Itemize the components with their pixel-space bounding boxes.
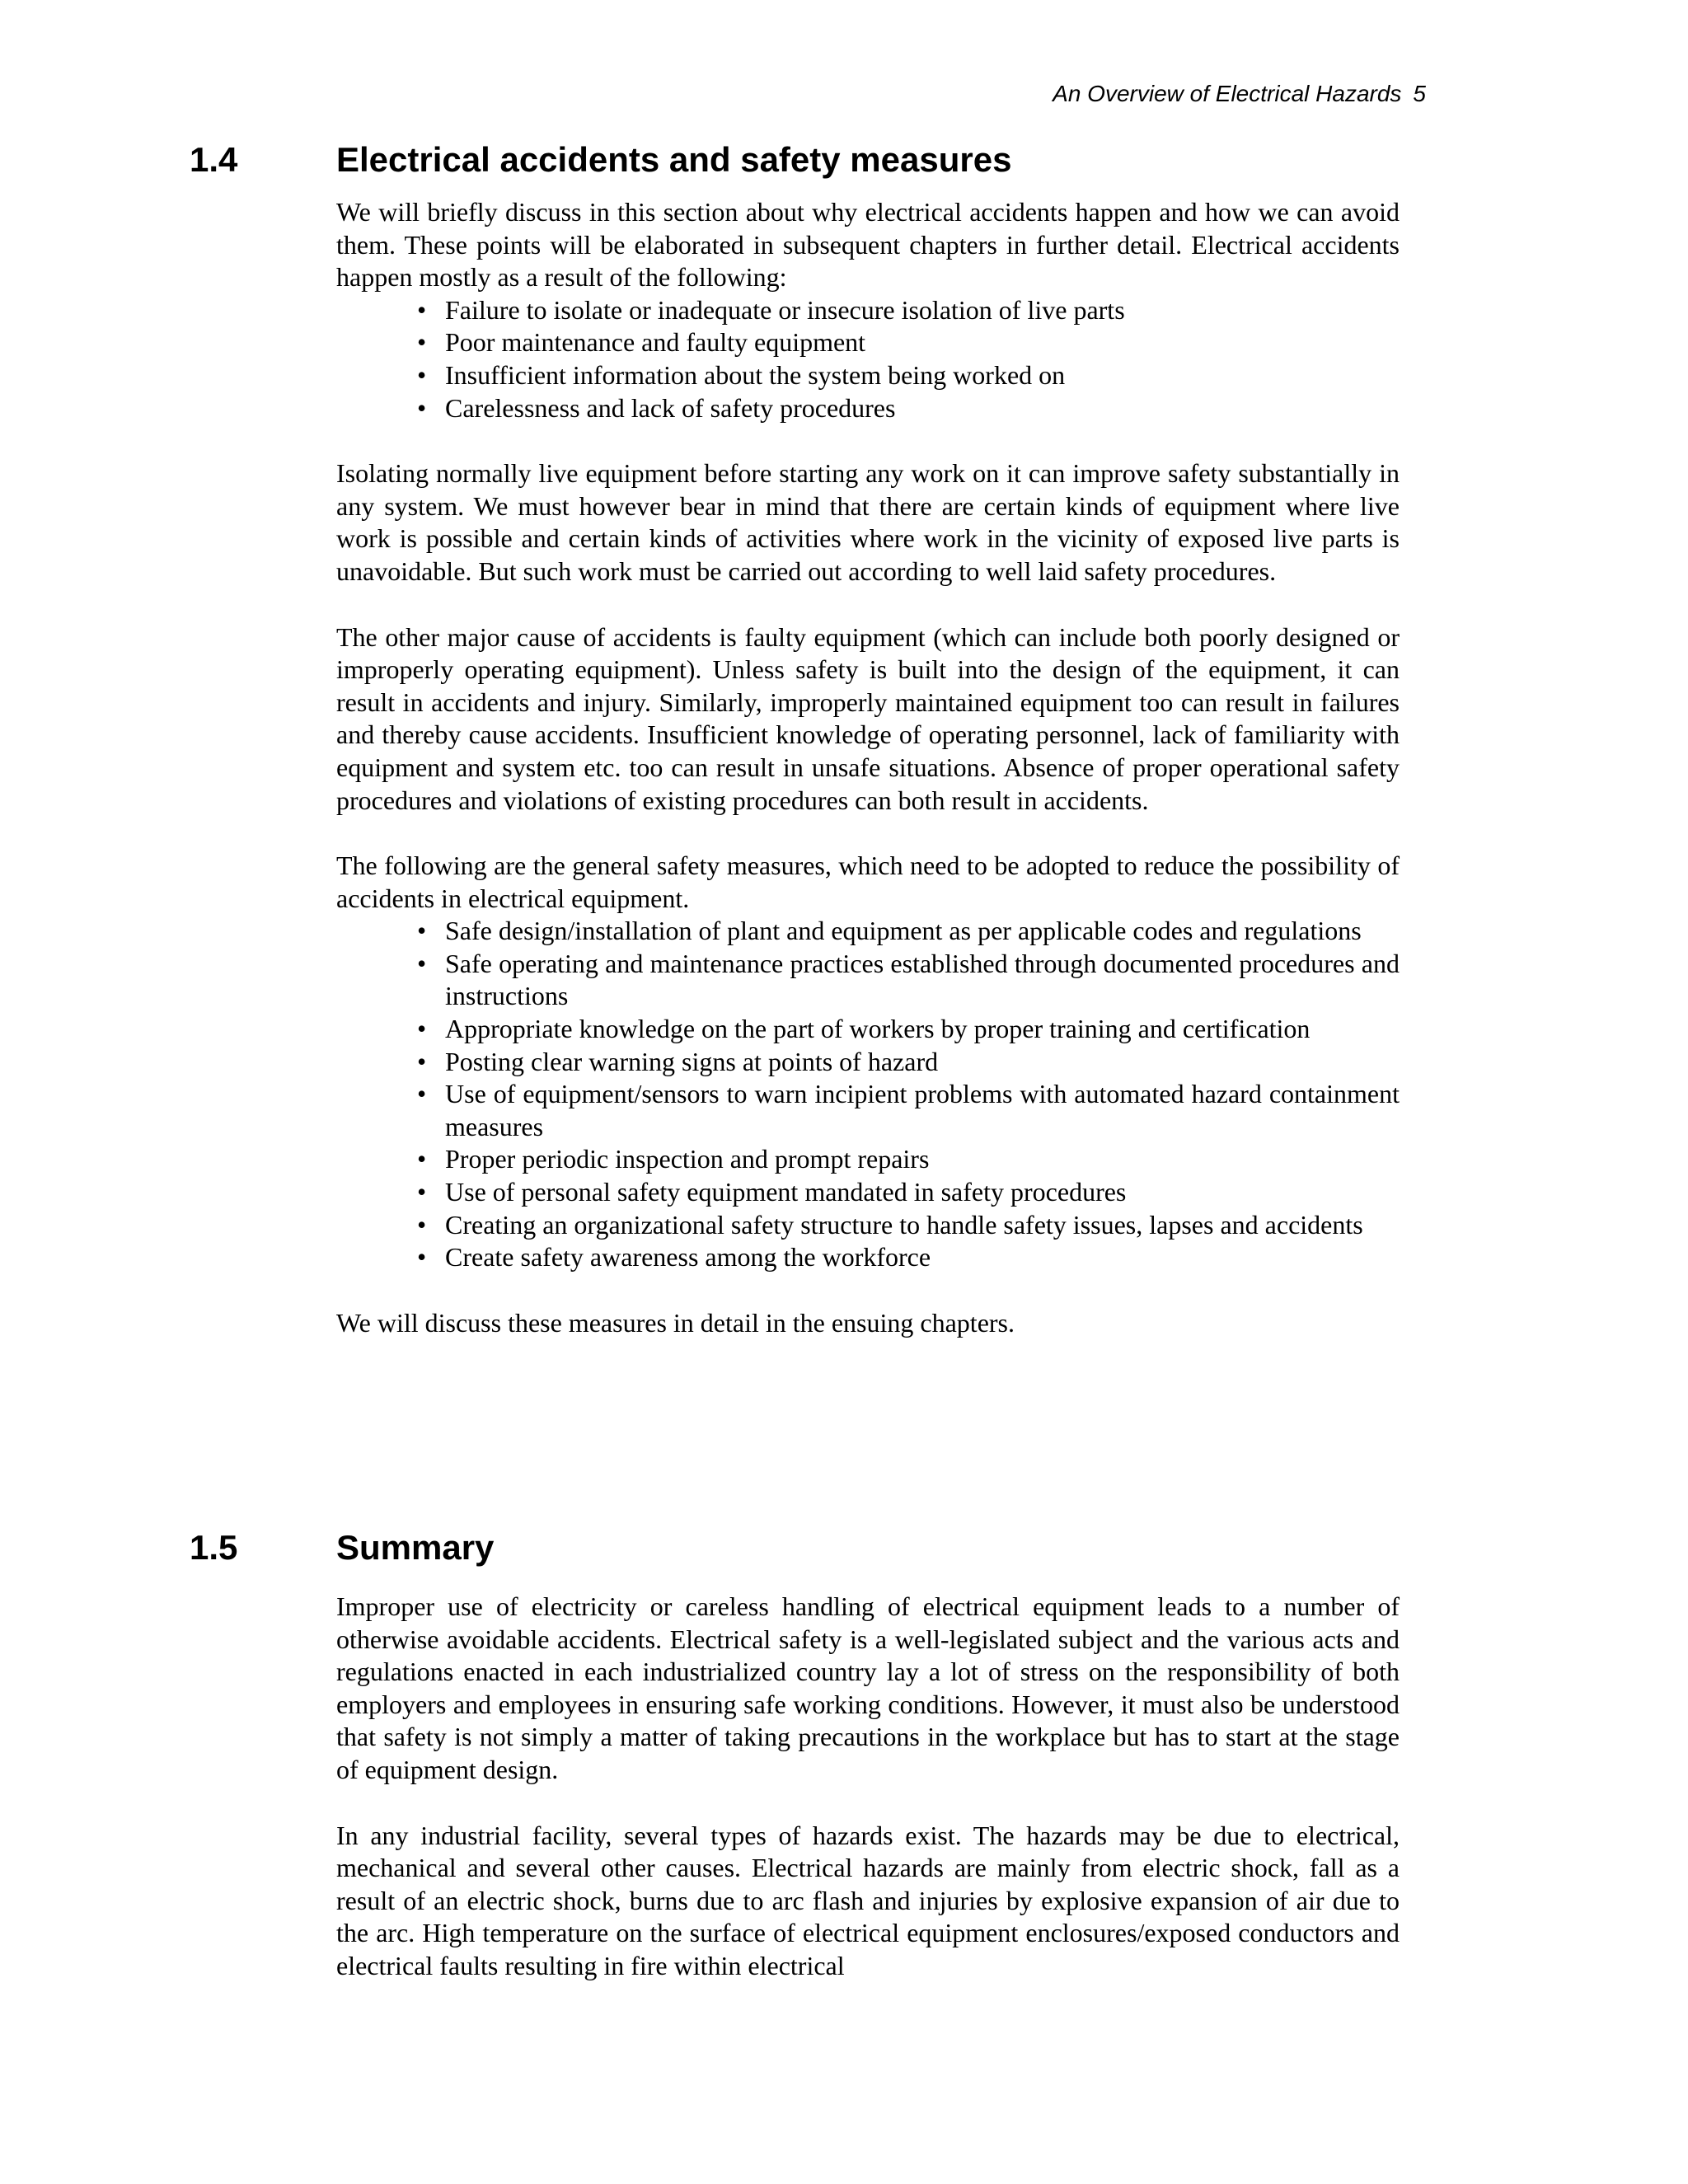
- section-title: Electrical accidents and safety measures: [336, 140, 1012, 179]
- section-body-1-4: [336, 196, 1400, 1339]
- safety-measures-list: [336, 915, 1400, 1274]
- section-heading-1-4: [190, 138, 1426, 181]
- section-heading-1-5: [190, 1526, 1426, 1569]
- list-item: • Create safety awareness among the workforce: [445, 1241, 1400, 1274]
- accident-causes-list: [336, 294, 1400, 424]
- list-item: • Carelessness and lack of safety procedures: [445, 392, 1400, 425]
- list-item: • Insufficient information about the system being worked on: [445, 359, 1400, 392]
- list-item: • Appropriate knowledge on the part of workers by proper training and certification: [445, 1013, 1400, 1046]
- faulty-equipment-paragraph: The other major cause of accidents is faulty equipment (which can include both poorly designed or improperly operating equipment). Unless safety is built into the design of the equipment, it can result in accidents and injury. Similarly, improperly maintained equipment too can result in failures and thereby cause accidents. Insufficient knowledge of operating personnel, lack of familiarity with equipment and system etc. too can result in unsafe situations. Absence of proper operational safety procedures and violations of existing procedures can both result in accidents.: [336, 621, 1400, 815]
- section-number: 1.5: [190, 1528, 238, 1567]
- section-number: 1.4: [190, 140, 238, 179]
- section-title: Summary: [336, 1528, 495, 1567]
- isolation-paragraph: Isolating normally live equipment before starting any work on it can improve safety substantially in any system. We must however bear in mind that there are certain kinds of equipment where live work is possible and certain kinds of activities where work in the vicinity of exposed live parts is unavoidable. But such work must be carried out according to well laid safety procedures.: [336, 458, 1400, 586]
- section-intro-paragraph: We will briefly discuss in this section about why electrical accidents happen and how we can avoid them. These points will be elaborated in subsequent chapters in further detail. Electrical accidents happen mostly as a result of the following:: [336, 197, 1400, 293]
- list-item: • Poor maintenance and faulty equipment: [445, 326, 1400, 359]
- list-item: • Failure to isolate or inadequate or insecure isolation of live parts: [445, 294, 1400, 327]
- summary-paragraph-2: In any industrial facility, several types of hazards exist. The hazards may be due to electrical, mechanical and several other causes. Electrical hazards are mainly from electric shock, fall as a result of an electric shock, burns due to arc flash and injuries by explosive expansion of air due to the arc. High temperature on the surface of electrical equipment enclosures/exposed conductors and electrical faults resulting in fire within electrical: [336, 1820, 1400, 1980]
- list-item: • Posting clear warning signs at points of hazard: [445, 1046, 1400, 1079]
- running-header-title: An Overview of Electrical Hazards: [1053, 81, 1402, 106]
- section-body-1-5: [336, 1591, 1400, 1983]
- list-item: • Use of equipment/sensors to warn incipient problems with automated hazard containment measures: [445, 1078, 1400, 1143]
- list-item: • Safe design/installation of plant and equipment as per applicable codes and regulations: [445, 915, 1400, 948]
- list-item: • Use of personal safety equipment mandated in safety procedures: [445, 1176, 1400, 1209]
- summary-paragraph-1: Improper use of electricity or careless handling of electrical equipment leads to a number of otherwise avoidable accidents. Electrical safety is a well-legislated subject and the various acts and regulations enacted in each industrialized country lay a lot of stress on the responsibility of both employers and employees in ensuring safe working conditions. However, it must also be understood that safety is not simply a matter of taking precautions in the workplace but has to start at the stage of equipment design.: [336, 1591, 1400, 1784]
- running-header: [1053, 79, 1426, 109]
- safety-measures-intro-paragraph: The following are the general safety measures, which need to be adopted to reduce the possibility of accidents in electrical equipment.: [336, 851, 1400, 913]
- page-number: 5: [1413, 81, 1426, 106]
- list-item: • Proper periodic inspection and prompt repairs: [445, 1143, 1400, 1176]
- closing-paragraph: We will discuss these measures in detail in the ensuing chapters.: [336, 1307, 1015, 1338]
- list-item: • Safe operating and maintenance practices established through documented procedures and instructions: [445, 948, 1400, 1013]
- list-item: • Creating an organizational safety structure to handle safety issues, lapses and accidents: [445, 1209, 1400, 1242]
